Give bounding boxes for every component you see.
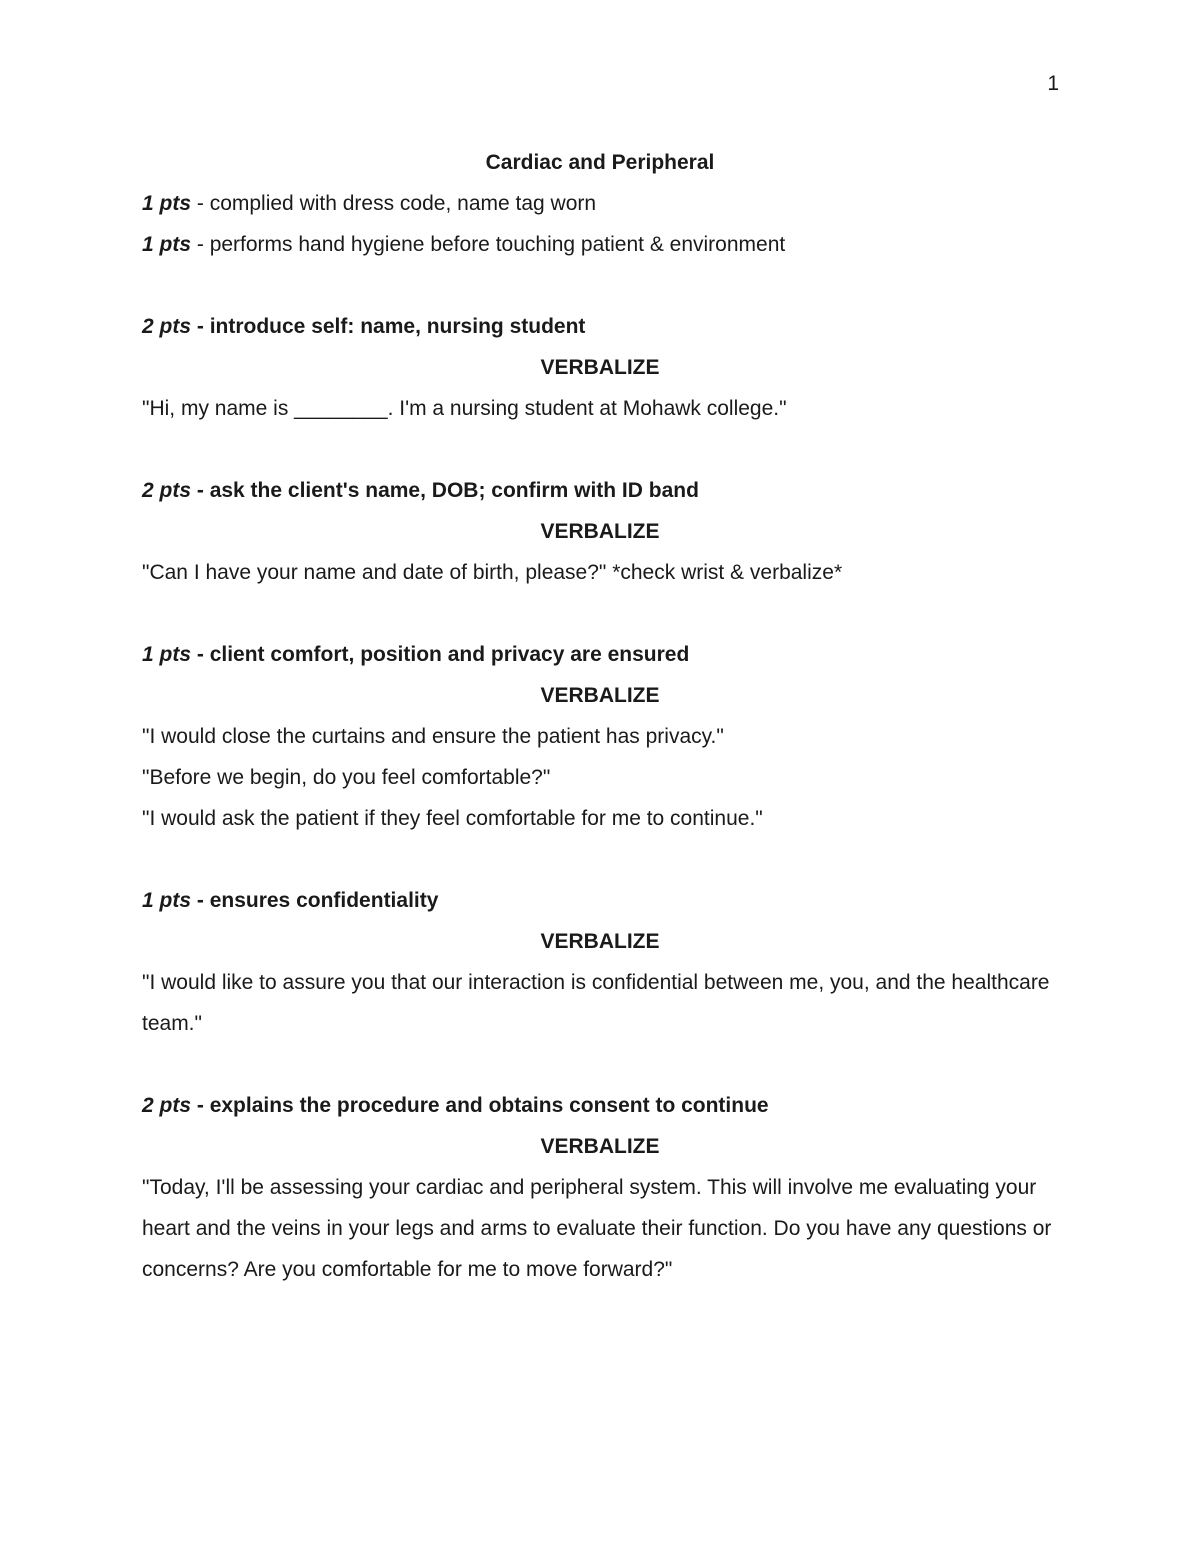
heading-text: explains the procedure and obtains consent to continue xyxy=(209,1094,769,1117)
section-heading xyxy=(142,306,1058,347)
heading-text: introduce self: name, nursing student xyxy=(209,315,586,338)
verbalize-label: VERBALIZE xyxy=(540,356,660,379)
points-label: 1 pts xyxy=(142,233,192,256)
document-body xyxy=(142,142,1058,1290)
section-heading xyxy=(142,470,1058,511)
separator: - xyxy=(191,643,210,666)
separator: - xyxy=(191,479,210,502)
verbalize-label: VERBALIZE xyxy=(540,930,660,953)
verbalize-label: VERBALIZE xyxy=(540,520,660,543)
points-label: 1 pts xyxy=(142,643,192,666)
points-label: 1 pts xyxy=(142,889,192,912)
verbalize-label: VERBALIZE xyxy=(540,1135,660,1158)
points-label: 1 pts xyxy=(142,192,192,215)
verbal-quote: "Can I have your name and date of birth, please?" *check wrist & verbalize* xyxy=(142,561,843,584)
checklist-item xyxy=(142,224,1058,265)
verbal-quote: "I would ask the patient if they feel comfortable for me to continue." xyxy=(142,807,763,830)
verbal-quote: "I would like to assure you that our interaction is confidential between me, you, and the healthcare team." xyxy=(142,971,1050,1035)
verbal-quote: "Hi, my name is ________. I'm a nursing student at Mohawk college." xyxy=(142,397,787,420)
separator: - xyxy=(191,315,210,338)
verbal-quote: "I would close the curtains and ensure the patient has privacy." xyxy=(142,725,724,748)
separator: - xyxy=(191,889,210,912)
section-heading xyxy=(142,1085,1058,1126)
points-label: 2 pts xyxy=(142,1094,192,1117)
section-heading xyxy=(142,880,1058,921)
points-label: 2 pts xyxy=(142,315,192,338)
heading-text: ensures confidentiality xyxy=(209,889,439,912)
separator: - xyxy=(191,192,210,215)
section-heading xyxy=(142,634,1058,675)
page-number: 1 xyxy=(1047,72,1059,95)
checklist-item xyxy=(142,183,1058,224)
item-text: performs hand hygiene before touching patient & environment xyxy=(209,233,786,256)
heading-text: client comfort, position and privacy are ensured xyxy=(209,643,690,666)
separator: - xyxy=(191,233,210,256)
verbal-quote: "Today, I'll be assessing your cardiac and peripheral system. This will involve me evaluating your heart and the veins in your legs and arms to evaluate their function. Do you have any questions or concerns? Are you comfortable for me to move forward?" xyxy=(142,1176,1052,1281)
verbalize-label: VERBALIZE xyxy=(540,684,660,707)
document-title: Cardiac and Peripheral xyxy=(485,151,715,174)
separator: - xyxy=(191,1094,210,1117)
points-label: 2 pts xyxy=(142,479,192,502)
item-text: complied with dress code, name tag worn xyxy=(209,192,597,215)
heading-text: ask the client's name, DOB; confirm with ID band xyxy=(209,479,699,502)
verbal-quote: "Before we begin, do you feel comfortable?" xyxy=(142,766,551,789)
